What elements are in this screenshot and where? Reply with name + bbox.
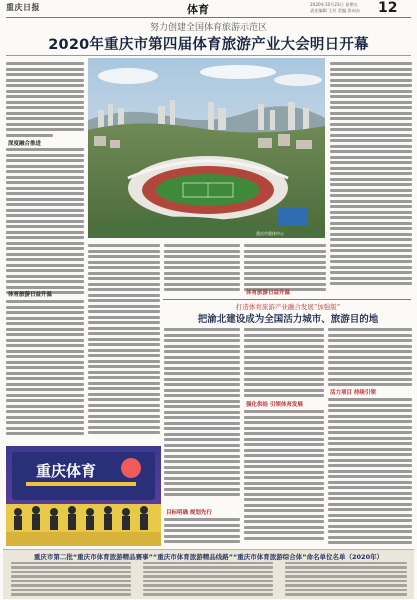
masthead-divider xyxy=(6,17,411,18)
second-subhead-2: 强化供给 引领体育发展 xyxy=(246,402,303,408)
banner-list-col3 xyxy=(285,562,407,598)
lead-kicker: 努力创建全国体育旅游示范区 xyxy=(149,23,267,33)
lead-subhead-3: 体育旅游日益升温 xyxy=(8,292,53,298)
svg-text:重庆体育: 重庆体育 xyxy=(36,462,97,480)
lead-body-col3 xyxy=(164,244,240,294)
headline-divider xyxy=(6,55,411,56)
second-headline: 把渝北建设成为全国活力城市、旅游目的地 xyxy=(197,314,379,325)
lead-headline: 2020年重庆市第四届体育旅游产业大会明日开幕 xyxy=(48,37,369,53)
banner-title: 重庆市第二批“重庆市体育旅游精品赛事”“重庆市体育旅游精品线路”“重庆市体育旅游综合体”命名单位名单（2020年） xyxy=(33,553,384,561)
second-body-col2b xyxy=(244,410,324,542)
banner-list-col1 xyxy=(11,562,131,598)
newspaper-logo: 重庆日报 xyxy=(6,2,40,12)
lead-body-col1 xyxy=(6,62,84,139)
issue-date: 2020年10月23日 星期五 xyxy=(310,2,358,7)
second-body-col1 xyxy=(164,328,240,499)
page-number: 12 xyxy=(378,0,398,16)
stadium-aerial-photo xyxy=(88,58,325,238)
masthead xyxy=(0,0,417,18)
second-body-col2 xyxy=(244,328,324,400)
lead-body-col1b xyxy=(6,148,84,297)
section-title: 体育 xyxy=(187,3,209,16)
lead-body-col2 xyxy=(88,244,160,437)
lead-body-col4 xyxy=(244,244,326,294)
second-subhead-3: 活力项目 持续引领 xyxy=(330,390,376,396)
banner-list-col2 xyxy=(143,562,273,598)
lead-body-col-right xyxy=(330,62,412,288)
festival-poster-photo xyxy=(6,446,161,546)
second-kicker: 打造体育旅游产业融合发展“加强版” xyxy=(235,303,341,311)
second-body-col3 xyxy=(328,328,412,389)
second-subhead-1: 目标明确 规划先行 xyxy=(166,510,212,516)
second-body-col1b xyxy=(164,518,240,546)
second-body-col3b xyxy=(328,398,412,547)
second-article-divider xyxy=(163,299,411,300)
editor-credits: 责任编辑 王芳 美编 张向东 xyxy=(310,8,361,13)
lead-body-col1c xyxy=(6,300,84,438)
award-list-banner xyxy=(3,549,414,599)
photo-caption: 重庆市奥体中心 xyxy=(256,231,284,236)
lead-subhead-2: 体育旅游日益升温 xyxy=(246,290,291,296)
lead-subhead-1: 深度融合推进 xyxy=(8,141,42,147)
